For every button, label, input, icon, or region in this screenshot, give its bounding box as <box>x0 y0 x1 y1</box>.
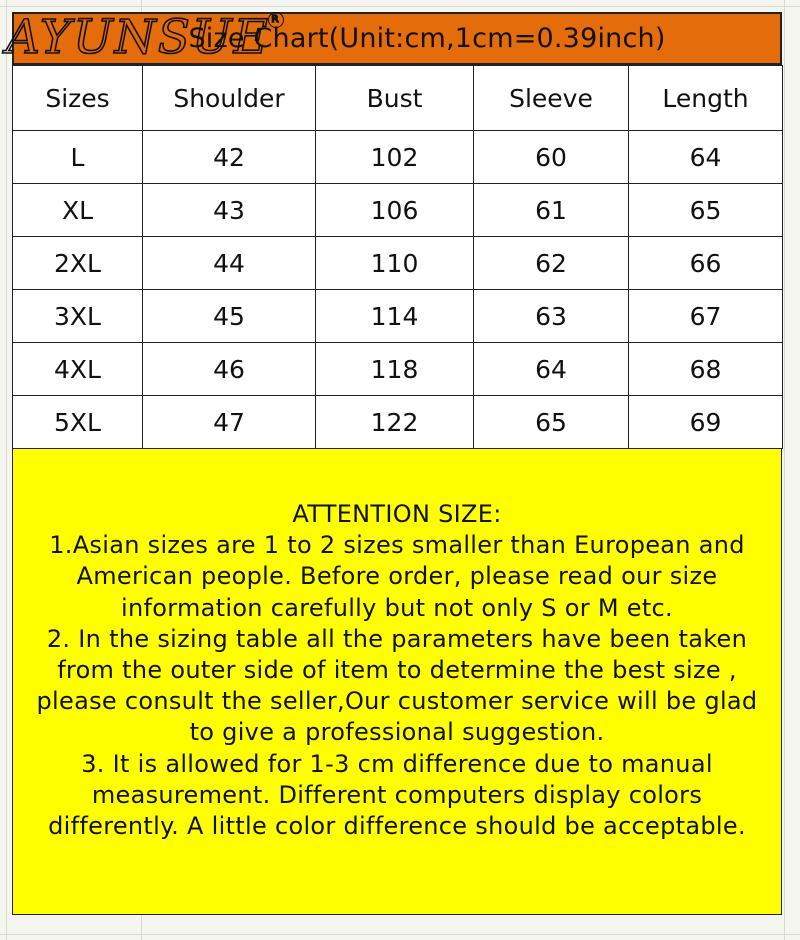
table-row <box>13 290 783 343</box>
table-cell: 66 <box>629 237 783 290</box>
table-cell: 4XL <box>13 343 143 396</box>
grid-line <box>0 6 800 7</box>
grid-line <box>784 0 785 940</box>
table-cell: XL <box>13 184 143 237</box>
table-cell: 65 <box>629 184 783 237</box>
grid-line <box>0 934 800 935</box>
table-cell: 114 <box>316 290 474 343</box>
table-cell: 69 <box>629 396 783 449</box>
table-cell: 42 <box>143 131 316 184</box>
table-cell: 63 <box>474 290 629 343</box>
column-header: Bust <box>316 66 474 131</box>
grid-line <box>6 0 7 940</box>
notice-line: 3. It is allowed for 1-3 cm difference due to manual <box>81 749 713 778</box>
notice-line: from the outer side of item to determine the best size , <box>57 656 737 685</box>
table-cell: L <box>13 131 143 184</box>
table-cell: 118 <box>316 343 474 396</box>
table-cell: 5XL <box>13 396 143 449</box>
table-cell: 65 <box>474 396 629 449</box>
table-row <box>13 396 783 449</box>
table-cell: 110 <box>316 237 474 290</box>
table-row <box>13 237 783 290</box>
table-cell: 64 <box>474 343 629 396</box>
table-cell: 67 <box>629 290 783 343</box>
table-cell: 68 <box>629 343 783 396</box>
column-header: Shoulder <box>143 66 316 131</box>
notice-line: 2. In the sizing table all the parameters have been taken <box>46 624 748 653</box>
table-row <box>13 184 783 237</box>
notice-line: information carefully but not only S or M etc. <box>121 593 673 622</box>
size-chart-sheet <box>6 10 782 915</box>
table-cell: 44 <box>143 237 316 290</box>
notice-heading: ATTENTION SIZE: <box>292 500 502 528</box>
notice-line: measurement. Different computers display colors <box>91 780 703 809</box>
table-cell: 102 <box>316 131 474 184</box>
attention-notice <box>12 449 782 915</box>
notice-line: 1.Asian sizes are 1 to 2 sizes smaller than European and <box>49 531 745 560</box>
table-cell: 122 <box>316 396 474 449</box>
chart-title: Size Chart(Unit:cm,1cm=0.39inch) <box>188 23 666 54</box>
table-cell: 64 <box>629 131 783 184</box>
table-cell: 61 <box>474 184 629 237</box>
registered-mark-icon: R <box>268 12 284 28</box>
column-header: Length <box>629 66 783 131</box>
brand-logo <box>6 10 281 65</box>
table-cell: 3XL <box>13 290 143 343</box>
table-cell: 2XL <box>13 237 143 290</box>
table-cell: 46 <box>143 343 316 396</box>
column-header: Sizes <box>13 66 143 131</box>
notice-line: please consult the seller,Our customer service will be glad <box>36 687 758 716</box>
notice-line: to give a professional suggestion. <box>189 718 605 747</box>
notice-line: differently. A little color difference should be acceptable. <box>48 812 746 841</box>
table-row <box>13 343 783 396</box>
table-header-row <box>13 66 783 131</box>
table-cell: 43 <box>143 184 316 237</box>
table-cell: 45 <box>143 290 316 343</box>
table-cell: 60 <box>474 131 629 184</box>
size-table <box>12 65 783 449</box>
table-cell: 47 <box>143 396 316 449</box>
notice-line: American people. Before order, please read our size <box>76 562 718 591</box>
table-cell: 106 <box>316 184 474 237</box>
column-header: Sleeve <box>474 66 629 131</box>
table-cell: 62 <box>474 237 629 290</box>
table-row <box>13 131 783 184</box>
brand-name: AYUNSUE <box>6 10 270 65</box>
title-bar <box>6 10 782 65</box>
